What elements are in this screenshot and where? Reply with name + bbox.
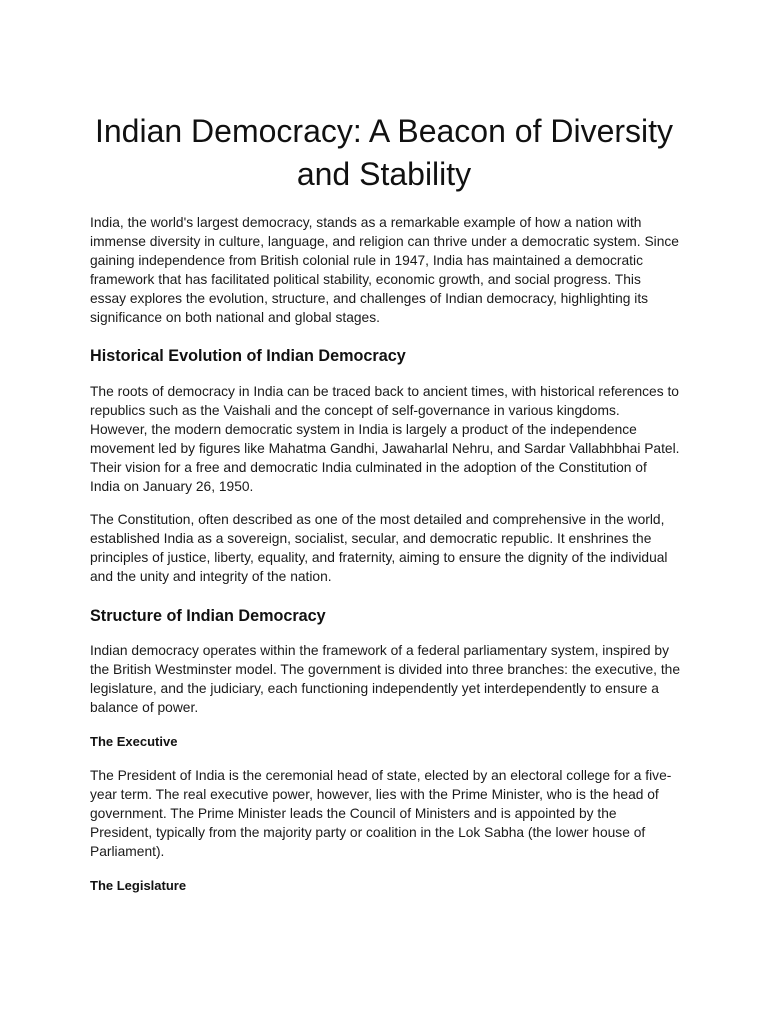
subsection-heading-legislature: The Legislature	[90, 878, 187, 893]
historical-evolution-paragraph-2: The Constitution, often described as one of the most detailed and comprehensive in the world, established India as a sovereign, socialist, secular, and democratic republic. It enshrines the principles of justice, liberty, equality, and fraternity, aiming to ensure the dignity of the individual and the unity and integrity of the nation.	[90, 512, 668, 584]
historical-evolution-paragraph-1: The roots of democracy in India can be traced back to ancient times, with historical references to republics such as the Vaishali and the concept of self-governance in various kingdoms. However, the modern democratic system in India is largely a product of the independence movement led by figures like Mahatma Gandhi, Jawaharlal Nehru, and Sardar Vallabhbhai Patel. Their vision for a free and democratic India culminated in the adoption of the Constitution of India on January 26, 1950.	[90, 384, 680, 494]
section-heading-historical-evolution: Historical Evolution of Indian Democracy	[90, 347, 406, 365]
section-heading-structure: Structure of Indian Democracy	[90, 607, 326, 625]
subsection-heading-executive: The Executive	[90, 734, 178, 749]
structure-paragraph-1: Indian democracy operates within the framework of a federal parliamentary system, inspired by the British Westminster model. The government is divided into three branches: the executive, the legislature, and the judiciary, each functioning independently yet interdependently to ensure a balance of power.	[90, 643, 680, 715]
executive-paragraph-1: The President of India is the ceremonial head of state, elected by an electoral college for a five-year term. The real executive power, however, lies with the Prime Minister, who is the head of government. The Prime Minister leads the Council of Ministers and is appointed by the President, typically from the majority party or coalition in the Lok Sabha (the lower house of Parliament).	[90, 768, 672, 859]
intro-paragraph: India, the world's largest democracy, stands as a remarkable example of how a nation with immense diversity in culture, language, and religion can thrive under a democratic system. Since gaining independence from British colonial rule in 1947, India has maintained a democratic framework that has facilitated political stability, economic growth, and social progress. This essay explores the evolution, structure, and challenges of Indian democracy, highlighting its significance on both national and global stages.	[90, 215, 679, 325]
document-title: Indian Democracy: A Beacon of Diversity and Stability	[94, 113, 674, 192]
